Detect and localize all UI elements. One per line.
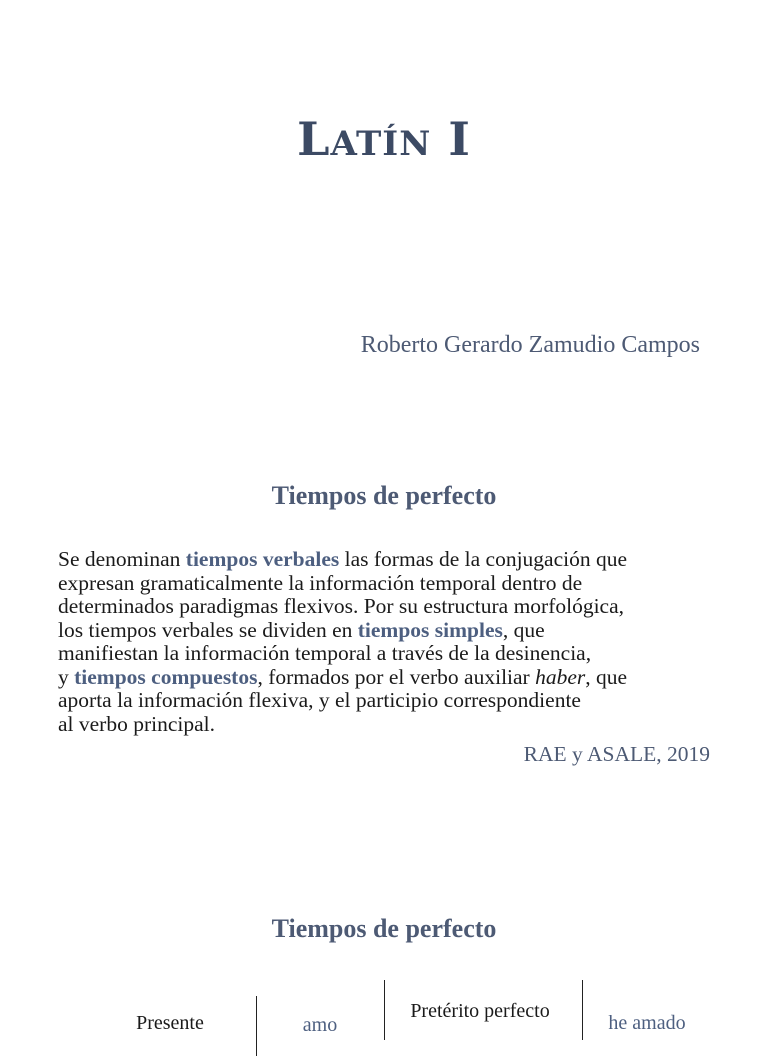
quote-line: manifiestan la información temporal a través de la desinencia, [58, 641, 592, 665]
title-smallcaps: ATÍN [330, 124, 432, 164]
table-divider [384, 980, 385, 1040]
section-heading-1: Tiempos de perfecto [271, 481, 497, 510]
quote-line: al verbo principal. [58, 711, 216, 736]
term-tiempos-compuestos: tiempos compuestos [74, 664, 258, 689]
quote-line: determinados paradigmas flexivos. Por su estructura morfológica, [58, 594, 625, 618]
term-haber: haber [535, 664, 586, 689]
definition-quote [58, 548, 718, 736]
term-tiempos-simples: tiempos simples [357, 617, 503, 642]
quote-line: y tiempos compuestos, formados por el verbo auxiliar haber, que [58, 664, 628, 689]
title-numeral: I [448, 112, 471, 166]
table-cell-preterito-perfecto: Pretérito perfecto [410, 1000, 550, 1022]
quote-line: aporta la información flexiva, y el participio correspondiente [58, 688, 581, 712]
term-tiempos-verbales: tiempos verbales [185, 547, 340, 571]
table-cell-amo: amo [302, 1014, 338, 1036]
quote-line: Se denominan tiempos verbales las formas de la conjugación que [58, 547, 628, 571]
tense-table [60, 980, 720, 1040]
title-initial: L [297, 112, 331, 166]
author-name: Roberto Gerardo Zamudio Campos [360, 332, 700, 358]
document-title [0, 112, 768, 167]
quote-line: los tiempos verbales se dividen en tiempos simples, que [58, 617, 545, 642]
citation: RAE y ASALE, 2019 [523, 742, 710, 766]
section-heading-2: Tiempos de perfecto [271, 914, 497, 943]
table-cell-he-amado: he amado [608, 1012, 686, 1034]
table-cell-presente: Presente [136, 1012, 204, 1034]
quote-line: expresan gramaticalmente la información temporal dentro de [58, 570, 583, 595]
